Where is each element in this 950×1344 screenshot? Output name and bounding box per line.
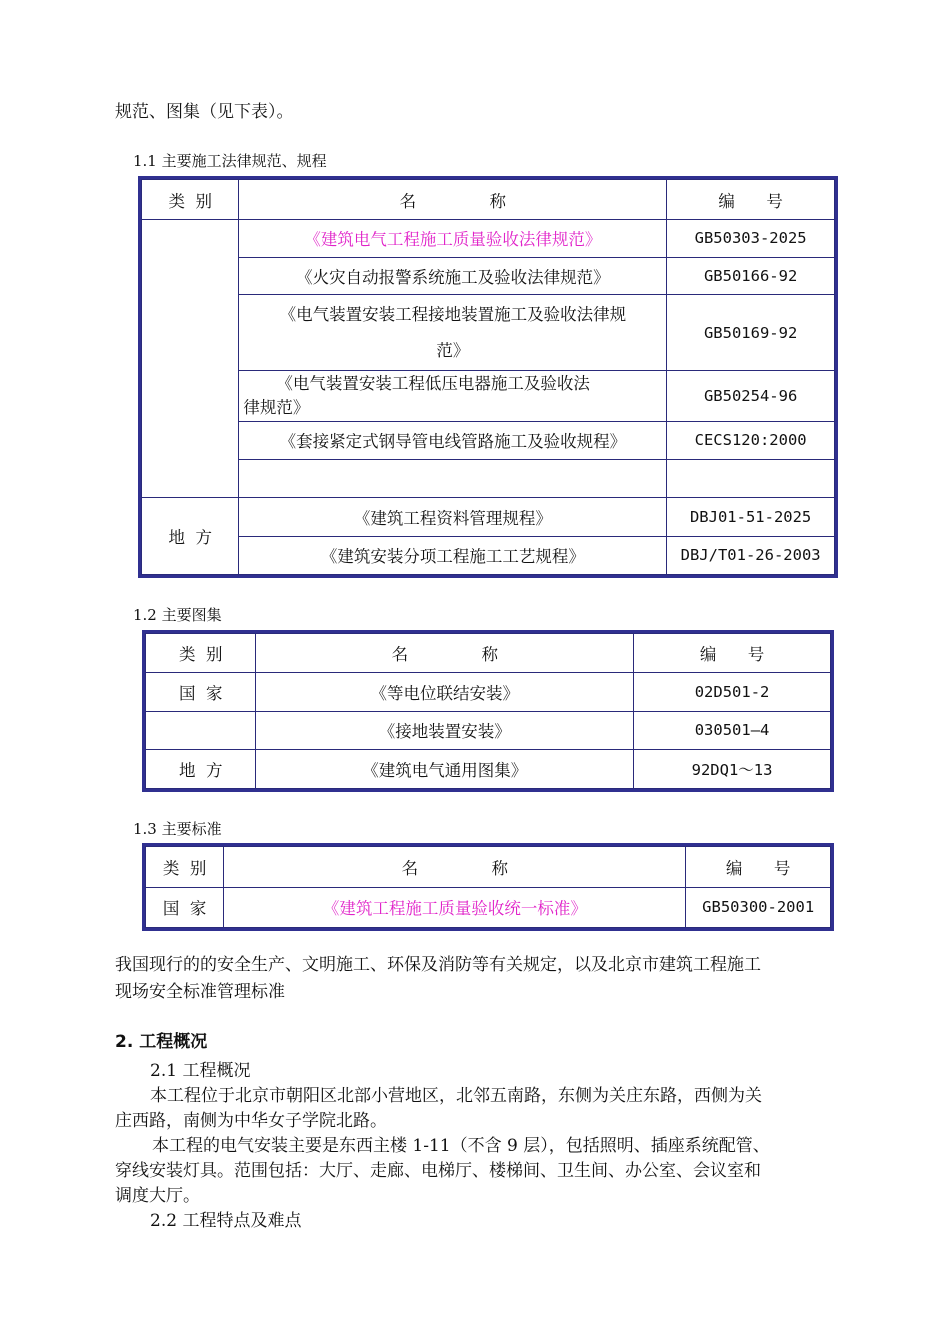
table-row bbox=[142, 421, 835, 459]
regulation-code: GB50254-96 bbox=[667, 371, 835, 421]
regulation-code: DBJ01-51-2025 bbox=[667, 498, 835, 536]
table-header-row bbox=[146, 634, 831, 673]
standard-name: 《建筑工程施工质量验收统一标准》 bbox=[224, 887, 686, 928]
regulation-name: 《套接紧定式钢导管电线管路施工及验收规程》 bbox=[239, 421, 667, 459]
paragraph-line: 本工程的电气安装主要是东西主楼 1-11（不含 9 层），包括照明、插座系统配管、 bbox=[152, 1136, 770, 1156]
table-regulations bbox=[138, 176, 838, 578]
table-row bbox=[146, 887, 831, 928]
header-code: 编 号 bbox=[686, 847, 831, 888]
paragraph-line: 我国现行的的安全生产、文明施工、环保及消防等有关规定，以及北京市建筑工程施工 bbox=[115, 955, 761, 975]
header-name: 名 称 bbox=[239, 180, 667, 220]
header-type: 类 别 bbox=[142, 180, 239, 220]
table-atlases bbox=[142, 630, 834, 792]
regulation-name bbox=[239, 460, 667, 498]
table-row bbox=[142, 498, 835, 536]
subheading-2-2: 2.2 工程特点及难点 bbox=[150, 1211, 302, 1231]
paragraph-line: 庄西路，南侧为中华女子学院北路。 bbox=[115, 1111, 387, 1131]
regulation-name-line2: 律规范》 bbox=[243, 398, 310, 418]
section-heading: 2. 工程概况 bbox=[115, 1032, 208, 1052]
table-row bbox=[142, 371, 835, 421]
atlas-code: 02D501-2 bbox=[634, 672, 831, 711]
header-type: 类 别 bbox=[146, 847, 224, 888]
regulation-name-line1: 《电气装置安装工程低压电器施工及验收法 bbox=[276, 374, 590, 394]
header-type: 类 别 bbox=[146, 634, 256, 673]
atlas-code: 92DQ1～13 bbox=[634, 750, 831, 789]
table-row bbox=[142, 294, 835, 371]
regulation-name: 《建筑电气工程施工质量验收法律规范》 bbox=[239, 220, 667, 257]
paragraph-line: 调度大厅。 bbox=[115, 1186, 200, 1206]
table-row bbox=[142, 460, 835, 498]
atlas-name: 《建筑电气通用图集》 bbox=[256, 750, 634, 789]
type-cell: 地 方 bbox=[146, 750, 256, 789]
regulation-code: CECS120:2000 bbox=[667, 421, 835, 459]
regulation-name bbox=[239, 294, 667, 371]
regulation-name: 《建筑工程资料管理规程》 bbox=[239, 498, 667, 536]
regulation-name: 《火灾自动报警系统施工及验收法律规范》 bbox=[239, 257, 667, 294]
type-cell bbox=[146, 711, 256, 750]
table-row bbox=[146, 750, 831, 789]
type-cell-national bbox=[142, 220, 239, 498]
type-cell: 国 家 bbox=[146, 672, 256, 711]
table-row bbox=[142, 220, 835, 257]
subheading-2-1: 2.1 工程概况 bbox=[150, 1061, 251, 1081]
header-code: 编 号 bbox=[667, 180, 835, 220]
caption-1-1: 1.1 主要施工法律规范、规程 bbox=[133, 152, 327, 170]
header-name: 名 称 bbox=[256, 634, 634, 673]
regulation-code: DBJ/T01-26-2003 bbox=[667, 536, 835, 574]
regulation-code: GB50166-92 bbox=[667, 257, 835, 294]
paragraph-line: 本工程位于北京市朝阳区北部小营地区，北邻五南路，东侧为关庄东路，西侧为关 bbox=[150, 1086, 762, 1106]
type-cell: 国 家 bbox=[146, 887, 224, 928]
table-row bbox=[146, 711, 831, 750]
standard-code: GB50300-2001 bbox=[686, 887, 831, 928]
regulation-name: 《建筑安装分项工程施工工艺规程》 bbox=[239, 536, 667, 574]
caption-1-2: 1.2 主要图集 bbox=[133, 606, 222, 624]
table-row bbox=[142, 536, 835, 574]
atlas-name: 《等电位联结安装》 bbox=[256, 672, 634, 711]
table-header-row bbox=[142, 180, 835, 220]
regulation-name-line1: 《电气装置安装工程接地装置施工及验收法律规 bbox=[279, 304, 627, 324]
table-header-row bbox=[146, 847, 831, 888]
table-standards bbox=[142, 843, 834, 931]
regulation-name-line2: 范》 bbox=[436, 340, 470, 360]
header-code: 编 号 bbox=[634, 634, 831, 673]
caption-1-3: 1.3 主要标准 bbox=[133, 820, 222, 838]
regulation-name bbox=[239, 371, 667, 421]
table-row bbox=[146, 672, 831, 711]
atlas-code: 030501—4 bbox=[634, 711, 831, 750]
regulation-code: GB50169-92 bbox=[667, 294, 835, 371]
regulation-code bbox=[667, 460, 835, 498]
atlas-name: 《接地装置安装》 bbox=[256, 711, 634, 750]
table-row bbox=[142, 257, 835, 294]
intro-line: 规范、图集（见下表）。 bbox=[115, 102, 294, 122]
type-cell-local: 地 方 bbox=[142, 498, 239, 575]
paragraph-line: 穿线安装灯具。范围包括：大厅、走廊、电梯厅、楼梯间、卫生间、办公室、会议室和 bbox=[115, 1161, 761, 1181]
header-name: 名 称 bbox=[224, 847, 686, 888]
paragraph-line: 现场安全标准管理标准 bbox=[115, 982, 285, 1002]
regulation-code: GB50303-2025 bbox=[667, 220, 835, 257]
